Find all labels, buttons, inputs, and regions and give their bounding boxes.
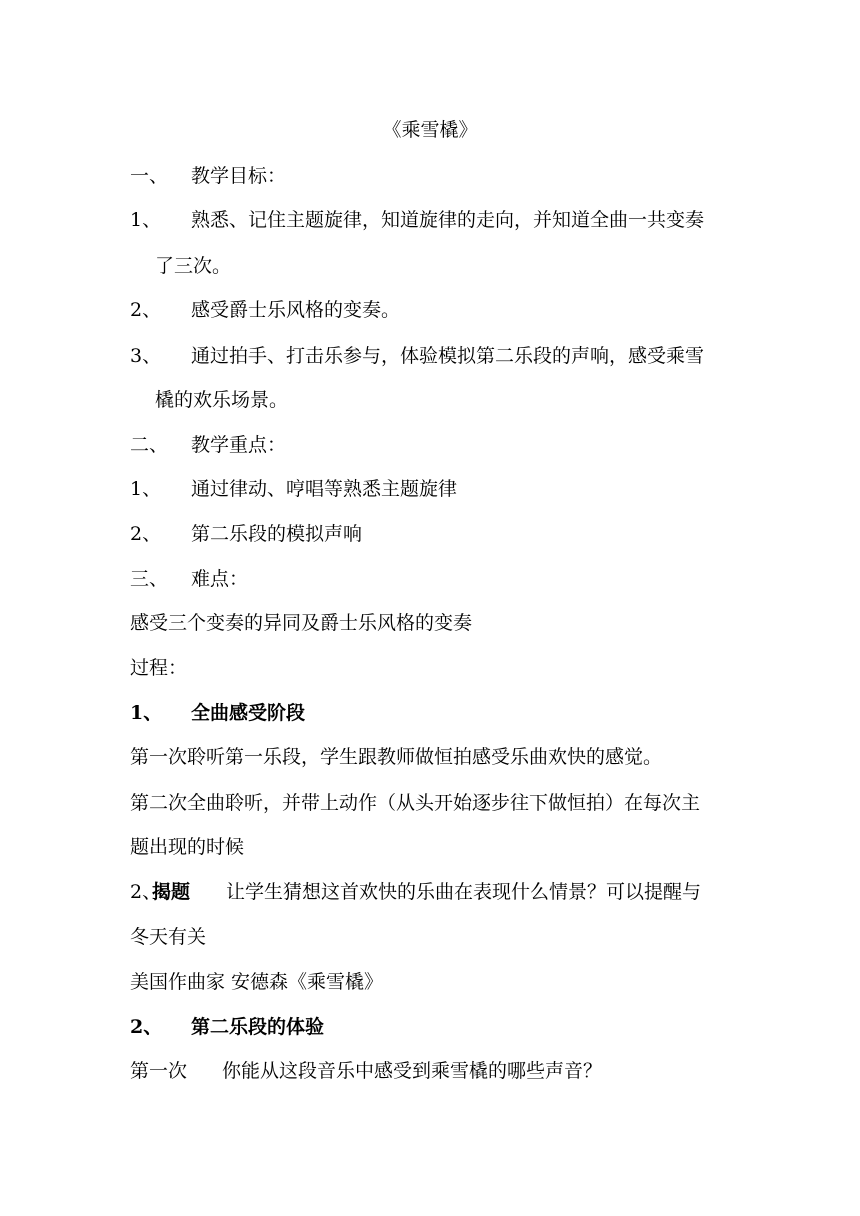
- item-text: 通过拍手、打击乐参与，体验模拟第二乐段的声响，感受乘雪: [191, 345, 705, 367]
- item-number: 2、: [130, 523, 162, 545]
- goal-item-3-continuation: 橇的欢乐场景。: [155, 389, 289, 411]
- section-text: 难点：: [191, 568, 249, 590]
- item-number: 3、: [130, 345, 162, 367]
- section-number: 三、: [130, 568, 169, 590]
- difficulty-text: 感受三个变奏的异同及爵士乐风格的变奏: [130, 612, 473, 634]
- process-paragraph-2: 第二次全曲聆听，并带上动作（从头开始逐步往下做恒拍）在每次主: [130, 792, 701, 814]
- composer-line: 美国作曲家 安德森《乘雪橇》: [130, 971, 384, 993]
- process-paragraph-1: 第一次聆听第一乐段，学生跟教师做恒拍感受乐曲欢快的感觉。: [130, 746, 663, 768]
- heading-text: 让学生猜想这首欢快的乐曲在表现什么情景？可以提醒与: [226, 881, 702, 903]
- heading-label: 揭题: [152, 881, 191, 903]
- section-number: 二、: [130, 434, 169, 456]
- goal-item-1-continuation: 了三次。: [155, 255, 232, 277]
- process-label: 过程：: [130, 657, 188, 679]
- item-text: 熟悉、记住主题旋律，知道旋律的走向，并知道全曲一共变奏: [191, 209, 705, 231]
- item-number: 2、: [130, 299, 162, 321]
- heading-number: 1、: [130, 702, 163, 724]
- document-title: 《乘雪橇》: [382, 119, 478, 141]
- heading-number: 2、: [130, 1016, 163, 1038]
- item-text: 第二乐段的模拟声响: [191, 523, 363, 545]
- heading-number: 2、: [130, 881, 162, 903]
- section-number: 一、: [130, 165, 169, 187]
- process-heading-2-continuation: 冬天有关: [130, 926, 207, 948]
- section-text: 教学重点：: [191, 434, 287, 456]
- item-number: 1、: [130, 478, 162, 500]
- paragraph-text: 你能从这段音乐中感受到乘雪橇的哪些声音？: [222, 1060, 603, 1082]
- heading-text: 第二乐段的体验: [191, 1016, 325, 1038]
- paragraph-label: 第一次: [130, 1060, 188, 1082]
- item-text: 通过律动、哼唱等熟悉主题旋律: [191, 478, 458, 500]
- heading-text: 全曲感受阶段: [191, 702, 306, 724]
- section-text: 教学目标：: [191, 165, 287, 187]
- process-paragraph-2-continuation: 题出现的时候: [130, 836, 245, 858]
- item-number: 1、: [130, 209, 162, 231]
- item-text: 感受爵士乐风格的变奏。: [191, 299, 401, 321]
